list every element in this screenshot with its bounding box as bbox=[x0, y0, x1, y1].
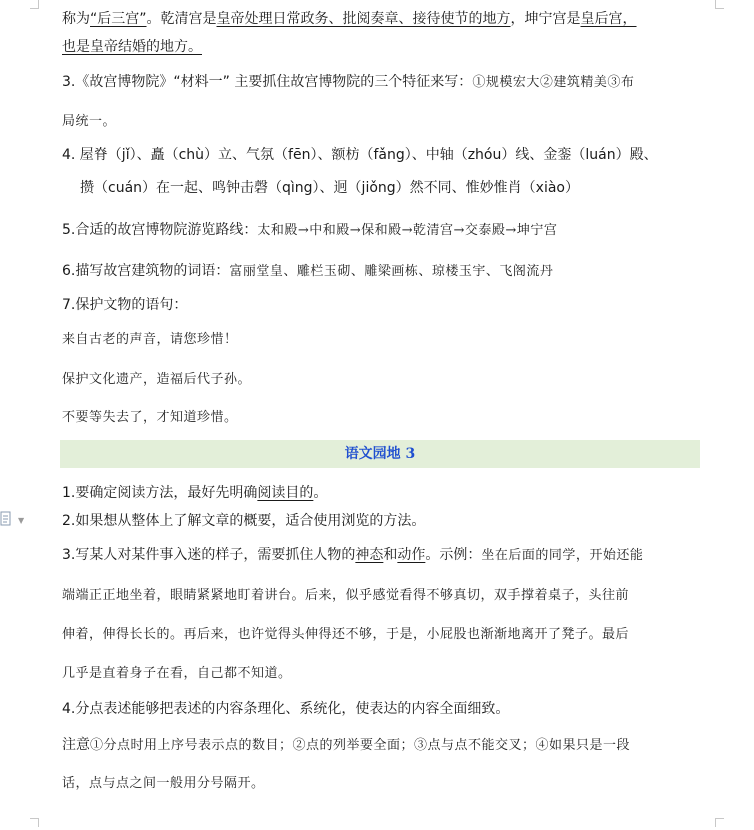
underlined-text: 皇帝处理日常政务、批阅奏章、接待使节的地方 bbox=[216, 11, 511, 27]
underlined-text: 阅读目的 bbox=[257, 485, 314, 501]
handwritten-answer: 局统一。 bbox=[62, 114, 117, 129]
underlined-text: 动作 bbox=[397, 547, 426, 563]
handwritten-answer: 伸着，伸得长长的。再后来，也许觉得头伸得还不够，于是，小屁股也渐渐地离开了凳子。最后 bbox=[62, 627, 630, 642]
note-line2: 话，点与点之间一般用分号隔开。 bbox=[62, 776, 265, 791]
text-span: 注意 bbox=[62, 737, 90, 753]
underlined-text: “后三宫” bbox=[90, 11, 147, 27]
handwritten-answer: 端端正正地坐着，眼睛紧紧地盯着讲台。后来，似乎感觉看得不够真切，双手撑着桌子，头往前 bbox=[62, 588, 630, 603]
underlined-text: 皇后宫， bbox=[580, 11, 637, 27]
question-4-line1: 4. 屋脊（jǐ）、矗（chù）立、气氛（fēn）、额枋（fǎng）、中轴（zhóu）线、金銮（luán）殿、 bbox=[62, 147, 658, 163]
text-span: ，坤宁宫是 bbox=[510, 11, 581, 27]
question-text: 5.合适的故宫博物院游览路线： bbox=[62, 222, 258, 238]
handwritten-answer: ①分点时用上序号表示点的数目；②点的列举要全面；③点与点不能交叉；④如果只是一段 bbox=[90, 738, 631, 753]
caret-down-icon[interactable]: ▼ bbox=[18, 516, 25, 525]
item-4: 4.分点表述能够把表述的内容条理化、系统化，使表达的内容全面细致。 bbox=[62, 701, 510, 717]
text-span: 。示例： bbox=[425, 547, 482, 563]
question-text: 6.描写故宫建筑物的词语： bbox=[62, 263, 230, 279]
text-line bbox=[62, 10, 714, 28]
sentence-3: 不要等失去了，才知道珍惜。 bbox=[62, 410, 238, 425]
section-heading-banner: 语文园地 3 bbox=[60, 440, 700, 468]
question-7: 7.保护文物的语句： bbox=[62, 297, 188, 313]
item-1 bbox=[62, 484, 714, 502]
sentence-1: 来自古老的声音，请您珍惜！ bbox=[62, 332, 238, 347]
document-icon[interactable] bbox=[0, 511, 12, 527]
page-corner-mark bbox=[715, 818, 724, 827]
handwritten-answer: 几乎是直着身子在看，自己都不知道。 bbox=[62, 666, 292, 681]
question-6 bbox=[62, 262, 714, 281]
question-text: 3.《故宫博物院》“材料一” 主要抓住故宫博物院的三个特征来写： bbox=[62, 74, 473, 90]
note-line1 bbox=[62, 736, 714, 755]
handwritten-answer: 富丽堂皇、雕栏玉砌、雕梁画栋、琼楼玉宇、飞阁流丹 bbox=[229, 264, 554, 279]
handwritten-answer: 太和殿→中和殿→保和殿→乾清宫→交泰殿→坤宁宫 bbox=[257, 223, 558, 238]
question-4-line2: 攒（cuán）在一起、鸣钟击磬（qìng）、迥（jiǒng）然不同、惟妙惟肖（xiào） bbox=[80, 180, 579, 196]
text-span: 。乾清宫是 bbox=[146, 11, 217, 27]
underlined-text: 神态 bbox=[355, 547, 384, 563]
handwritten-answer: 坐在后面的同学，开始还能 bbox=[481, 548, 644, 563]
page-corner-mark bbox=[30, 818, 39, 827]
question-3 bbox=[62, 73, 714, 92]
item-2: 2.如果想从整体上了解文章的概要，适合使用浏览的方法。 bbox=[62, 513, 426, 529]
text-span: 3.写某人对某件事入迷的样子，需要抓住人物的 bbox=[62, 547, 356, 563]
item-3 bbox=[62, 546, 714, 565]
sentence-2: 保护文化遗产，造福后代子孙。 bbox=[62, 372, 252, 387]
text-span: 。 bbox=[313, 485, 328, 501]
page-corner-mark bbox=[30, 0, 39, 9]
text-span: 称为 bbox=[62, 11, 90, 27]
text-span: 1.要确定阅读方法，最好先明确 bbox=[62, 485, 258, 501]
page-corner-mark bbox=[715, 0, 724, 9]
text-span: 和 bbox=[383, 547, 398, 563]
underlined-text: 也是皇帝结婚的地方。 bbox=[62, 39, 202, 55]
question-5 bbox=[62, 221, 714, 240]
text-line bbox=[62, 38, 714, 56]
handwritten-answer: ①规模宏大②建筑精美③布 bbox=[472, 75, 635, 90]
